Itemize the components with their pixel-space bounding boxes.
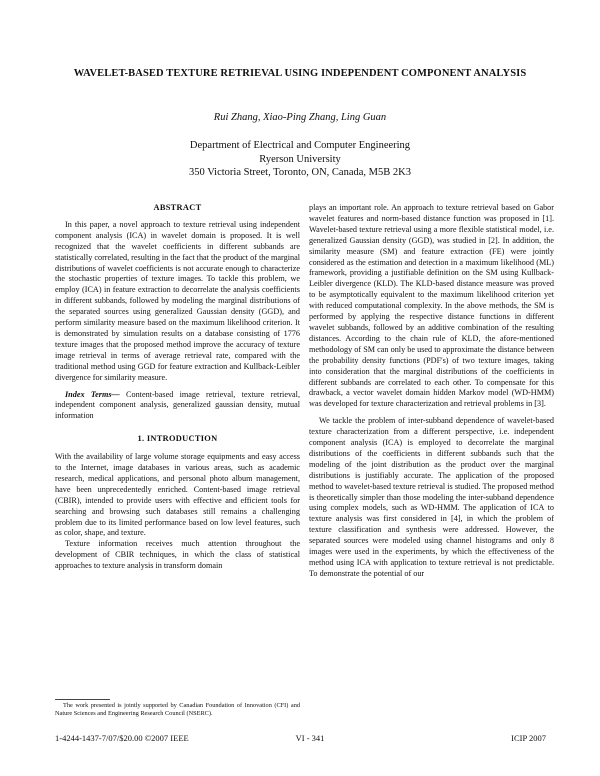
affiliation-university: Ryerson University (259, 153, 341, 165)
footnote-rule (55, 699, 110, 700)
footer-conference: ICIP 2007 (511, 733, 546, 743)
right-paragraph-2: We tackle the problem of inter-subband dependence of wavelet-based texture characterization from a different perspective, i.e. independent component analysis (ICA) is employed to decorrelate the marginal distributions of the coefficients in different subbands such that the modeling of the joint distribution as the product over the marginal distributions is justifiably accurate. The application of the proposed method to wavelet-based texture retrieval is studied. The proposed method is theoretically simpler than those modeling the inter-subband dependence using complex models, such as WD-HMM. The application of ICA to texture analysis was first considered in [4], in which the problem of texture classification and synthesis were addressed. However, the separated sources were modeled using channel histograms and only 8 images were used in the experiments, by which the effectiveness of the method using ICA with application to texture retrieval is not predictable. To demonstrate the potential of our (309, 416, 554, 578)
left-column (55, 203, 300, 572)
intro-paragraph-2: Texture information receives much attention throughout the development of CBIR techniques, in which the class of statistical approaches to texture analysis in transform domain (55, 539, 300, 571)
affiliation (60, 139, 540, 180)
abstract-text: In this paper, a novel approach to texture retrieval using independent component analysis (ICA) in wavelet domain is proposed. It is well recognized that the wavelet coefficients in different subbands are statistically correlated, resulting in the fact that the product of the marginal distributions of wavelet coefficients is not accurate enough to characterize the stochastic properties of texture images. To tackle this problem, we employ (ICA) in feature extraction to decorrelate the analysis coefficients in different subbands, followed by modeling the marginal distributions of the separated sources using generalized Gaussian density (GGD), and perform similarity measure based on the maximum likelihood criterion. It is demonstrated by simulation results on a database consisting of 1776 texture images that the proposed method improve the accuracy of texture image retrieval in terms of average retrieval rate, compared with the traditional method using GGD for feature extraction and Kullback-Leibler divergence for similarity measure. (55, 219, 300, 382)
footnote: The work presented is jointly supported by Canadian Foundation of Innovation (CFI) and Nature Sciences and Engineering Research Council (NSERC). (55, 702, 300, 718)
index-terms-text: Content-based image retrieval, texture retrieval, independent component analysis, generalized gaussian density, mutual information (55, 389, 301, 421)
footer-page-number: VI - 341 (295, 733, 325, 743)
paper-title: WAVELET-BASED TEXTURE RETRIEVAL USING INDEPENDENT COMPONENT ANALYSIS (73, 68, 527, 79)
affiliation-department: Department of Electrical and Computer Engineering (189, 140, 411, 151)
right-column (309, 203, 554, 580)
abstract-heading: ABSTRACT (153, 203, 202, 212)
affiliation-address: 350 Victoria Street, Toronto, ON, Canada, M5B 2K3 (189, 167, 411, 178)
index-terms (55, 390, 300, 423)
introduction-heading: 1. INTRODUCTION (137, 434, 218, 444)
intro-paragraph-1: With the availability of large volume storage equipments and easy access to the Internet, image databases in various areas, such as academic research, medical applications, and personal photo album management, have been unprecedentedly enriched. Content-based image retrieval (CBIR), intended to provide users with effective and efficient tools for searching and browsing such databases still remains a challenging problem due to its limited performance based on low level features, such as color, shape, and texture. (55, 452, 300, 538)
paper-authors: Rui Zhang, Xiao-Ping Zhang, Ling Guan (213, 112, 387, 123)
right-paragraph-1: plays an important role. An approach to texture retrieval based on Gabor wavelet features and norm-based distance function was proposed in [1]. Wavelet-based texture retrieval using a more flexible statistical model, i.e. generalized Gaussian density (GGD), was studied in [2]. In addition, the similarity measure (SM) and feature extraction (FE) were jointly considered as the estimation and detection in a maximum likelihood (ML) framework, providing a justifiable definition on the SM using Kullback-Leibler divergence (KLD). The KLD-based distance measure was proved to be asymptotically equivalent to the maximum likelihood criterion yet with reduced computational complexity. In the above methods, the SM is performed by applying the respective distance functions in different wavelet subbands, followed by an additive combination of the resulting distances. According to the chain rule of KLD, the afore-mentioned methodology of SM can only be used to approximate the distance between the probability density functions (PDF's) of two texture images, taking into consideration that the marginal distributions of the coefficients in different subbands are correlated to each other. To compensate for this drawback, a vector wavelet domain hidden Markov model (WD-HMM) was developed for texture characterization and retrieval problems in [3]. (309, 203, 554, 409)
index-terms-label: Index Terms— (65, 389, 120, 399)
footer-isbn: 1-4244-1437-7/07/$20.00 ©2007 IEEE (55, 733, 189, 743)
